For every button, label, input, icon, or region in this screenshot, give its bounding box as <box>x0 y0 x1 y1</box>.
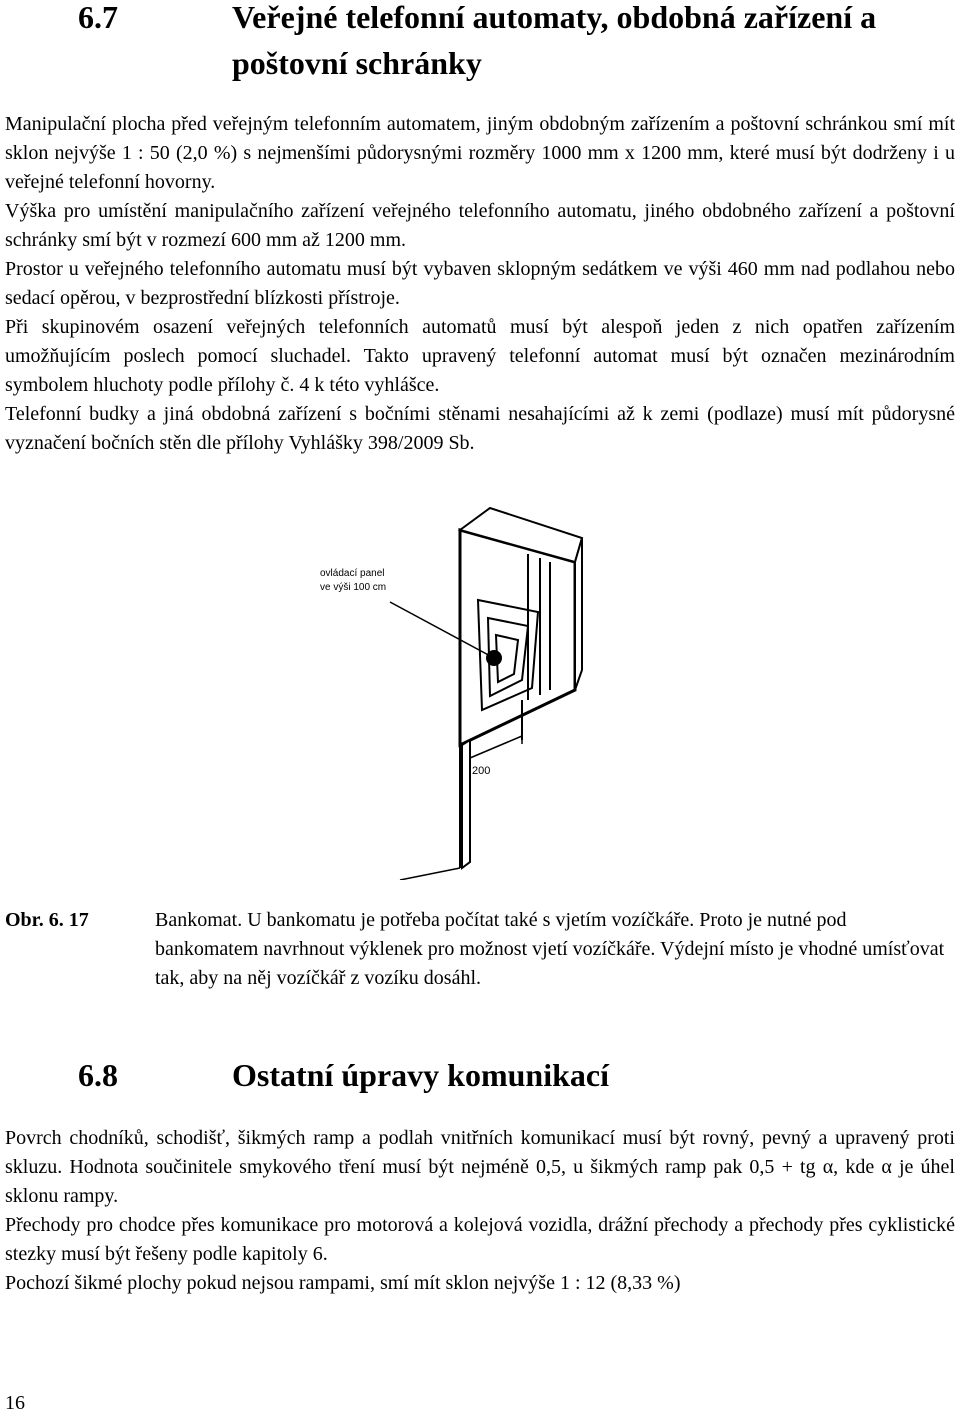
paragraph: Povrch chodníků, schodišť, šikmých ramp a podlah vnitřních komunikací musí být rovný, pevný a upravený proti skluzu. Hodnota součinitele smykového tření musí být nejméně 0,5, u šikmých ramp pak 0,5 + tg α, kde α je úhel sklonu rampy. <box>5 1127 955 1207</box>
section-title: Veřejné telefonní automaty, obdobná zařízení a poštovní schránky <box>232 0 877 81</box>
atm-figure <box>300 490 620 880</box>
atm-side-face <box>575 538 582 690</box>
control-panel-dot <box>486 650 502 666</box>
section-heading-6-7 <box>0 0 960 86</box>
section-6-8-body <box>5 1124 955 1298</box>
page-number: 16 <box>5 1392 25 1414</box>
paragraph: Výška pro umístění manipulačního zařízení veřejného telefonního automatu, jiného obdobného zařízení a poštovní schránky smí být v rozmezí 600 mm až 1200 mm. <box>5 200 955 251</box>
callout-label-2: ve výši 100 cm <box>320 582 387 593</box>
atm-illustration <box>300 490 620 880</box>
atm-front-face <box>460 530 575 745</box>
section-number: 6.7 <box>78 0 118 35</box>
section-number: 6.8 <box>78 1057 118 1093</box>
paragraph: Manipulační plocha před veřejným telefonním automatem, jiným obdobným zařízením a poštovní schránkou smí mít sklon nejvýše 1 : 50 (2,0 %) s nejmenšími půdorysnými rozměry 1000 mm x 1200 mm, které musí být dodrženy i u veřejné telefonní hovorny. <box>5 113 955 193</box>
section-6-7-body <box>5 110 955 458</box>
dimension-line <box>470 736 522 758</box>
paragraph: Prostor u veřejného telefonního automatu musí být vybaven sklopným sedátkem ve výši 460 mm nad podlahou nebo sedací opěrou, v bezprostřední blízkosti přístroje. <box>5 258 955 309</box>
figure-label: Obr. 6. 17 <box>5 909 89 931</box>
paragraph: Telefonní budky a jiná obdobná zařízení s bočními stěnami nesahajícími až k zemi (podlaze) musí mít půdorysné vyznačení bočních stěn dle přílohy Vyhlášky 398/2009 Sb. <box>5 403 955 454</box>
paragraph: Přechody pro chodce přes komunikace pro motorová a kolejová vozidla, drážní přechody a přechody přes cyklistické stezky musí být řešeny podle kapitoly 6. <box>5 1214 955 1265</box>
floor-line <box>400 868 460 880</box>
paragraph: Pochozí šikmé plochy pokud nejsou rampami, smí mít sklon nejvýše 1 : 12 (8,33 %) <box>5 1272 681 1294</box>
atm-pedestal <box>462 740 470 868</box>
section-heading-6-8 <box>0 1052 960 1098</box>
section-title: Ostatní úpravy komunikací <box>232 1057 609 1093</box>
dimension-label: 200 <box>472 765 491 777</box>
paragraph: Při skupinovém osazení veřejných telefonních automatů musí být alespoň jeden z nich opatřen zařízením umožňujícím poslech pomocí sluchadel. Takto upravený telefonní automat musí být označen mezinárodním symbolem hluchoty podle přílohy č. 4 k této vyhlášce. <box>5 316 955 396</box>
callout-label-1: ovládací panel <box>320 568 385 579</box>
figure-caption: Bankomat. U bankomatu je potřeba počítat také s vjetím vozíčkáře. Proto je nutné pod bankomatem navrhnout výklenek pro možnost vjetí vozíčkáře. Výdejní místo je vhodné umísťovat tak, aby na něj vozíčkář z vozíku dosáhl. <box>155 909 945 989</box>
